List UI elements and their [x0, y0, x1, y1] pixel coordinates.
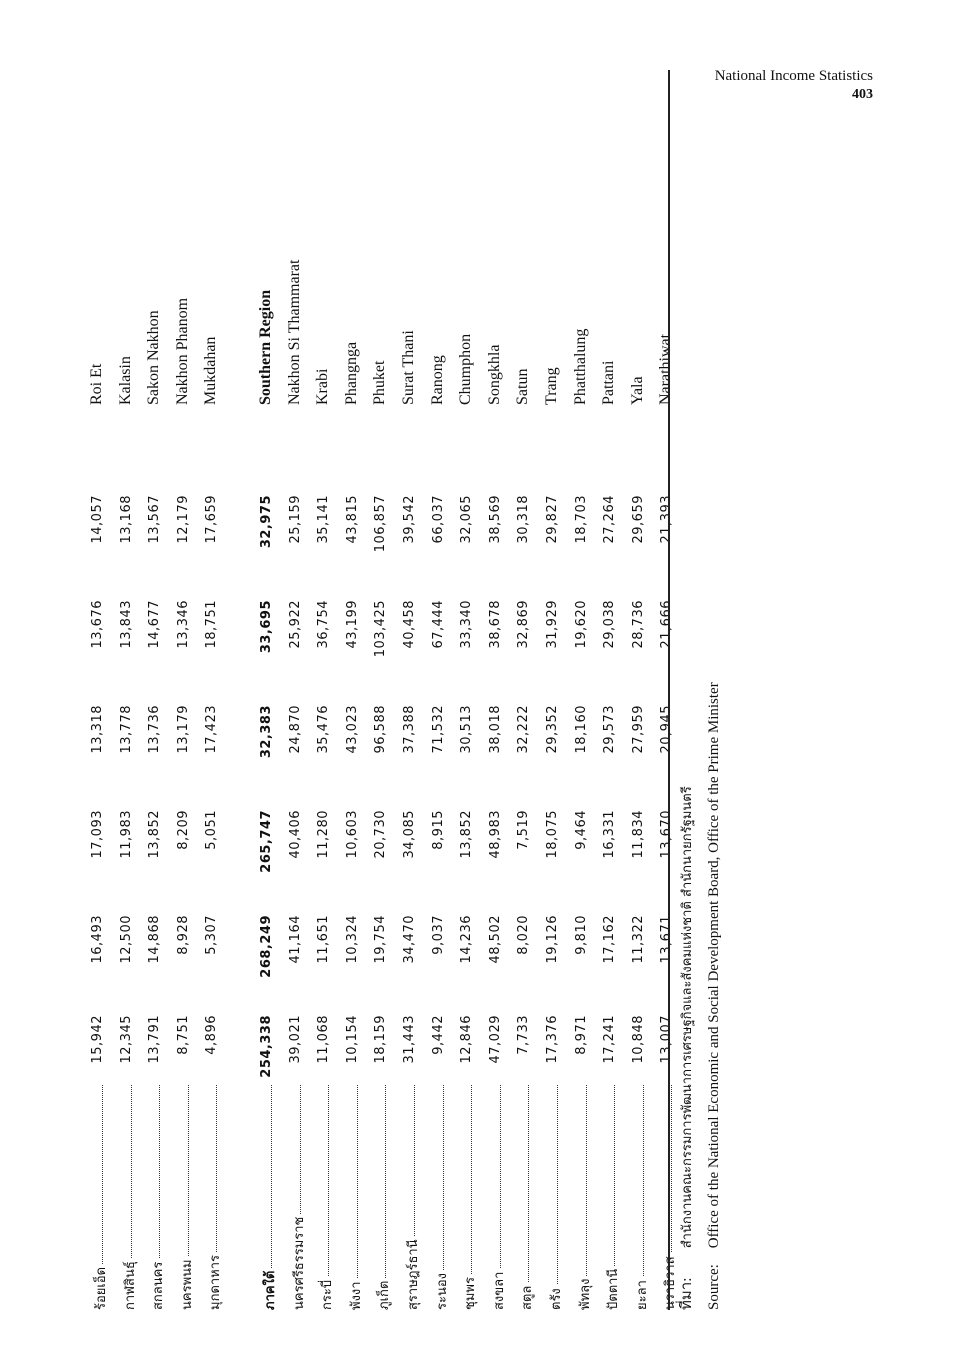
value-cell: 41,164	[287, 915, 303, 964]
table-row	[310, 70, 338, 1310]
province-english: Trang	[543, 367, 560, 405]
province-thai-label: กระบี่	[320, 1277, 335, 1310]
province-english: Surat Thani	[400, 330, 417, 405]
value-cell: 9,037	[430, 915, 446, 955]
source-thai	[674, 786, 698, 1310]
province-thai-label: ภาคใต้	[263, 1268, 278, 1310]
table-row	[339, 70, 367, 1310]
source-english-label: Source:	[706, 1264, 722, 1310]
value-cell: 25,159	[287, 495, 303, 544]
province-english: Mukdahan	[202, 336, 220, 405]
province-english: Phangnga	[342, 341, 360, 405]
value-cell: 67,444	[430, 600, 446, 649]
province-english: Ranong	[428, 355, 446, 405]
province-thai	[316, 1085, 337, 1310]
province-thai	[288, 1085, 309, 1310]
value-cell: 17,423	[204, 705, 220, 754]
value-cell: 18,703	[573, 495, 589, 544]
value-cell: 29,038	[602, 600, 618, 649]
value-cell: 14,236	[459, 915, 475, 964]
value-cell: 24,870	[287, 705, 303, 754]
value-cell: 13,318	[90, 705, 105, 754]
province-thai-label: กาฬสินธุ์	[123, 1258, 138, 1310]
page-header	[715, 68, 873, 103]
province-thai-label: ชุมพร	[463, 1274, 478, 1310]
value-cell: 254,338	[259, 1015, 274, 1078]
province-thai	[147, 1085, 168, 1310]
value-cell: 29,827	[545, 495, 560, 544]
value-cell: 13,676	[90, 600, 105, 649]
value-cell: 29,573	[602, 705, 618, 754]
table-bottom-rule	[668, 70, 670, 1310]
value-cell: 30,318	[516, 495, 532, 544]
table-row	[253, 70, 281, 1310]
value-cell: 11,983	[118, 810, 134, 859]
province-thai-label: สงขลา	[492, 1269, 507, 1310]
table-row	[141, 70, 169, 1310]
value-cell: 13,736	[147, 705, 163, 754]
province-thai	[545, 1085, 566, 1310]
table-row	[84, 70, 112, 1310]
value-cell: 38,569	[487, 495, 503, 544]
value-cell: 43,199	[344, 600, 360, 649]
value-cell: 14,868	[147, 915, 163, 964]
table-row	[510, 70, 538, 1310]
value-cell: 33,340	[459, 600, 475, 649]
table-row	[198, 70, 226, 1310]
value-cell: 13,567	[147, 495, 163, 544]
value-cell: 8,971	[573, 1015, 589, 1055]
province-thai	[431, 1085, 452, 1310]
value-cell: 8,751	[175, 1015, 191, 1055]
value-cell: 33,695	[259, 600, 274, 654]
province-thai	[204, 1085, 225, 1310]
value-cell: 13,791	[147, 1015, 163, 1064]
value-cell: 106,857	[373, 495, 389, 553]
value-cell: 13,778	[118, 705, 134, 754]
province-thai	[516, 1085, 537, 1310]
value-cell: 8,020	[516, 915, 532, 955]
value-cell: 96,588	[373, 705, 389, 754]
value-cell: 16,331	[602, 810, 618, 859]
province-english: Roi Et	[88, 363, 105, 405]
province-thai-label: นครศรีธรรมราช	[292, 1214, 307, 1310]
page-number: 403	[852, 87, 873, 102]
value-cell: 25,922	[287, 600, 303, 649]
province-thai-label: สตูล	[520, 1283, 535, 1310]
value-cell: 40,458	[402, 600, 417, 649]
value-cell: 11,322	[630, 915, 646, 964]
province-thai	[176, 1085, 197, 1310]
value-cell: 19,126	[545, 915, 560, 964]
value-cell: 38,678	[487, 600, 503, 649]
table-row	[170, 70, 198, 1310]
value-cell: 11,651	[316, 915, 332, 964]
value-cell: 32,975	[259, 495, 274, 549]
province-english: Sakon Nakhon	[145, 310, 163, 405]
value-cell: 20,945	[659, 705, 675, 754]
value-cell: 12,179	[175, 495, 191, 544]
province-thai	[574, 1085, 595, 1310]
value-cell: 43,023	[344, 705, 360, 754]
value-cell: 39,542	[402, 495, 417, 544]
province-thai-label: สกลนคร	[151, 1259, 166, 1310]
table-row	[113, 70, 141, 1310]
value-cell: 18,159	[373, 1015, 389, 1064]
province-thai	[373, 1085, 394, 1310]
province-thai	[402, 1085, 423, 1310]
value-cell: 16,493	[90, 915, 105, 964]
value-cell: 8,928	[175, 915, 191, 955]
province-thai	[90, 1085, 111, 1310]
table-row	[367, 70, 395, 1310]
province-english: Phatthalung	[571, 328, 589, 405]
province-thai	[345, 1085, 366, 1310]
value-cell: 21,666	[659, 600, 675, 649]
province-thai-label: พัทลุง	[578, 1276, 593, 1310]
value-cell: 37,388	[402, 705, 417, 754]
table-row	[425, 70, 453, 1310]
value-cell: 11,834	[630, 810, 646, 859]
value-cell: 17,162	[602, 915, 618, 964]
value-cell: 10,154	[344, 1015, 360, 1064]
value-cell: 12,846	[459, 1015, 475, 1064]
value-cell: 47,029	[487, 1015, 503, 1064]
value-cell: 13,670	[659, 810, 675, 859]
table-row	[482, 70, 510, 1310]
province-thai-label: มุกดาหาร	[208, 1252, 223, 1310]
table-row	[282, 70, 310, 1310]
value-cell: 9,810	[573, 915, 589, 955]
value-cell: 15,942	[90, 1015, 105, 1064]
province-thai	[459, 1085, 480, 1310]
value-cell: 20,730	[373, 810, 389, 859]
province-thai-label: นราธิวาส	[663, 1253, 678, 1310]
value-cell: 13,843	[118, 600, 134, 649]
province-thai	[631, 1085, 652, 1310]
value-cell: 66,037	[430, 495, 446, 544]
value-cell: 29,352	[545, 705, 560, 754]
rotated-table	[70, 70, 722, 1310]
province-english: Nakhon Si Thammarat	[285, 259, 303, 405]
value-cell: 18,160	[573, 705, 589, 754]
province-english: Yala	[628, 376, 646, 405]
value-cell: 18,751	[204, 600, 220, 649]
value-cell: 30,513	[459, 705, 475, 754]
value-cell: 13,346	[175, 600, 191, 649]
running-title: National Income Statistics	[714, 68, 873, 84]
province-thai	[488, 1085, 509, 1310]
value-cell: 11,068	[316, 1015, 332, 1064]
value-cell: 18,075	[545, 810, 560, 859]
table-row	[453, 70, 481, 1310]
province-english: Phuket	[371, 360, 389, 405]
value-cell: 29,659	[630, 495, 646, 544]
value-cell: 39,021	[287, 1015, 303, 1064]
value-cell: 5,051	[204, 810, 220, 850]
province-thai-label: พังงา	[349, 1278, 364, 1310]
province-thai-label: ร้อยเอ็ด	[94, 1264, 109, 1310]
value-cell: 48,983	[487, 810, 503, 859]
province-thai-label: สุราษฎร์ธานี	[406, 1236, 421, 1310]
province-thai-label: ปัตตานี	[606, 1266, 621, 1310]
province-thai-label: ภูเก็ต	[377, 1278, 392, 1310]
value-cell: 12,500	[118, 915, 134, 964]
value-cell: 17,376	[545, 1015, 560, 1064]
value-cell: 11,280	[316, 810, 332, 859]
value-cell: 35,476	[316, 705, 332, 754]
province-thai	[602, 1085, 623, 1310]
value-cell: 43,815	[344, 495, 360, 544]
value-cell: 27,959	[630, 705, 646, 754]
value-cell: 13,852	[459, 810, 475, 859]
value-cell: 13,179	[175, 705, 191, 754]
province-english: Southern Region	[257, 289, 274, 405]
value-cell: 17,241	[602, 1015, 618, 1064]
value-cell: 28,736	[630, 600, 646, 649]
value-cell: 14,677	[147, 600, 163, 649]
province-english: Chumphon	[457, 333, 475, 405]
value-cell: 35,141	[316, 495, 332, 544]
value-cell: 17,659	[204, 495, 220, 544]
value-cell: 13,671	[659, 915, 675, 964]
value-cell: 10,603	[344, 810, 360, 859]
table-row	[539, 70, 567, 1310]
value-cell: 32,869	[516, 600, 532, 649]
value-cell: 8,209	[175, 810, 191, 850]
province-thai-label: ระนอง	[435, 1270, 450, 1310]
province-thai-label: นครพนม	[180, 1256, 195, 1310]
value-cell: 10,848	[630, 1015, 646, 1064]
value-cell: 10,324	[344, 915, 360, 964]
province-english: Kalasin	[116, 356, 134, 405]
province-thai-label: ตรัง	[549, 1285, 564, 1310]
table-row	[568, 70, 596, 1310]
province-thai	[119, 1085, 140, 1310]
value-cell: 38,018	[487, 705, 503, 754]
value-cell: 9,442	[430, 1015, 446, 1055]
value-cell: 34,470	[402, 915, 417, 964]
province-english: Nakhon Phanom	[173, 297, 191, 405]
source-thai-text: สำนักงานคณะกรรมการพัฒนาการเศรษฐกิจและสังคมแห่งชาติ สำนักนายกรัฐมนตรี	[680, 786, 695, 1249]
value-cell: 19,620	[573, 600, 589, 649]
value-cell: 19,754	[373, 915, 389, 964]
province-english: Pattani	[600, 360, 618, 405]
value-cell: 13,168	[118, 495, 134, 544]
value-cell: 40,406	[287, 810, 303, 859]
value-cell: 9,464	[573, 810, 589, 850]
value-cell: 32,065	[459, 495, 475, 544]
province-english: Krabi	[314, 368, 332, 405]
province-english: Satun	[514, 368, 532, 405]
province-english: Songkhla	[485, 344, 503, 405]
value-cell: 31,443	[402, 1015, 417, 1064]
value-cell: 32,383	[259, 705, 274, 759]
table-row	[396, 70, 424, 1310]
value-cell: 8,915	[430, 810, 446, 850]
source-english	[706, 682, 723, 1310]
value-cell: 265,747	[259, 810, 274, 873]
value-cell: 5,307	[204, 915, 220, 955]
table-row	[625, 70, 653, 1310]
value-cell: 34,085	[402, 810, 417, 859]
value-cell: 31,929	[545, 600, 560, 649]
value-cell: 4,896	[204, 1015, 220, 1055]
source-thai-label: ที่มา:	[679, 1277, 695, 1310]
province-thai-label: ยะลา	[635, 1277, 650, 1310]
value-cell: 32,222	[516, 705, 532, 754]
table-row	[596, 70, 624, 1310]
value-cell: 21,393	[659, 495, 675, 544]
value-cell: 268,249	[259, 915, 274, 978]
value-cell: 27,264	[602, 495, 618, 544]
value-cell: 48,502	[487, 915, 503, 964]
value-cell: 17,093	[90, 810, 105, 859]
value-cell: 71,532	[430, 705, 446, 754]
source-english-text: Office of the National Economic and Social Development Board, Office of the Prime Minister	[706, 682, 722, 1249]
value-cell: 13,852	[147, 810, 163, 859]
value-cell: 14,057	[90, 495, 105, 544]
value-cell: 36,754	[316, 600, 332, 649]
value-cell: 12,345	[118, 1015, 134, 1064]
value-cell: 7,733	[516, 1015, 532, 1055]
value-cell: 103,425	[373, 600, 389, 658]
province-english: Narathiwat	[657, 333, 675, 405]
value-cell: 7,519	[516, 810, 532, 850]
province-thai	[259, 1085, 280, 1310]
value-cell: 13,007	[659, 1015, 675, 1064]
